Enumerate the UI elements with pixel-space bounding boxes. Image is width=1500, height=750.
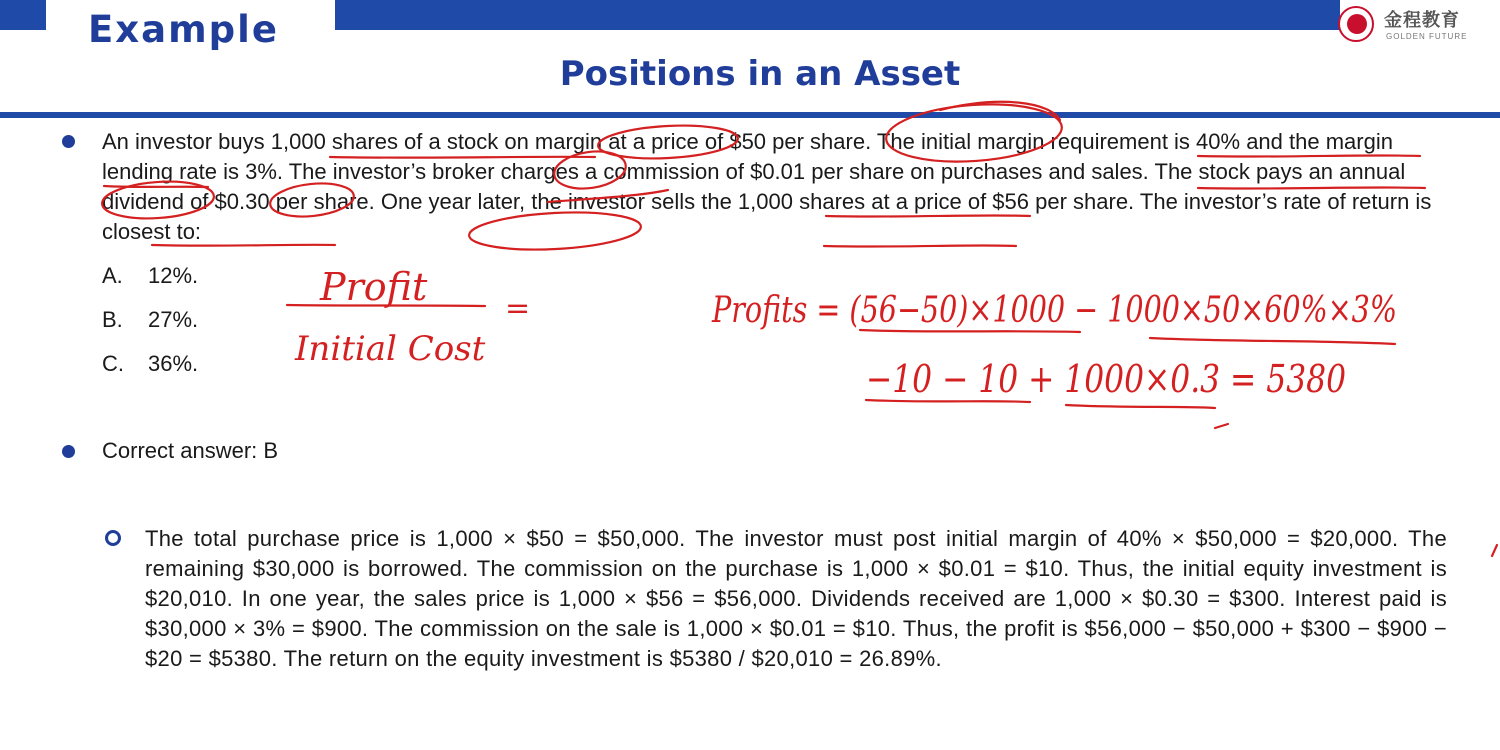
option-b bbox=[102, 307, 198, 333]
ink-fraction-bar bbox=[287, 305, 485, 306]
option-c bbox=[102, 351, 198, 377]
option-text: 27%. bbox=[148, 307, 199, 332]
ink-equals-text: = bbox=[505, 291, 531, 326]
ink-profit-text: Profit bbox=[320, 265, 428, 309]
ink-underline bbox=[860, 330, 1080, 332]
golden-future-logo-icon bbox=[1338, 6, 1374, 42]
section-label: Example bbox=[88, 8, 279, 51]
bullet-dot-icon bbox=[62, 445, 75, 458]
ink-profits-line-2: −10 − 10 + 1000×0.3 = 5380 bbox=[866, 357, 1346, 401]
logo-en-text: GOLDEN FUTURE bbox=[1386, 32, 1468, 41]
option-letter: B. bbox=[102, 307, 123, 332]
title-divider bbox=[0, 112, 1500, 118]
question-text: An investor buys 1,000 shares of a stock on margin at a price of $50 per share. The initial margin requirement is 40% and the margin lending rate is 3%. The investor’s broker charges a commission of $0.01 per share on purchases and sales. The stock pays an annual dividend of $0.30 per share. One year later, the investor sells the 1,000 shares at a price of $56 per share. The investor’s rate of return is closest to: bbox=[102, 129, 1432, 244]
correct-answer: Correct answer: B bbox=[102, 438, 279, 463]
option-letter: C. bbox=[102, 351, 124, 376]
option-text: 36%. bbox=[148, 351, 199, 376]
header-bar-right bbox=[335, 0, 1340, 30]
ink-initial-cost-text: Initial Cost bbox=[295, 329, 486, 369]
ink-underline bbox=[1066, 405, 1215, 408]
ink-stroke bbox=[1492, 545, 1497, 556]
option-text: 12%. bbox=[148, 263, 199, 288]
ink-underline bbox=[1150, 338, 1395, 344]
logo-cn-text: 金程教育 bbox=[1384, 10, 1460, 31]
bullet-dot-icon bbox=[62, 135, 75, 148]
explanation-text: The total purchase price is 1,000 × $50 = $50,000. The investor must post initial margin of 40% × $50,000 = $20,000. The remaining $30,000 is borrowed. The commission on the purchase is 1,000 × $0.01 = $10. Thus, the initial equity investment is $20,010. In one year, the sales price is 1,000 × $56 = $56,000. Dividends received are 1,000 × $0.30 = $300. Interest paid is $30,000 × 3% = $900. The commission on the sale is 1,000 × $0.01 = $10. Thus, the profit is $56,000 − $50,000 + $300 − $900 − $20 = $5380. The return on the equity investment is $5380 / $20,010 = 26.89%. bbox=[145, 526, 1447, 671]
slide-title: Positions in an Asset bbox=[559, 54, 961, 94]
ink-profits-line-1: Profits = (56−50)×1000 − 1000×50×60%×3% bbox=[711, 290, 1397, 331]
option-letter: A. bbox=[102, 263, 123, 288]
bullet-ring-icon bbox=[105, 530, 121, 546]
ink-underline bbox=[866, 400, 1030, 402]
header-bar-left bbox=[0, 0, 46, 30]
brand-logo bbox=[1338, 6, 1478, 44]
option-a bbox=[102, 263, 198, 289]
ink-stroke bbox=[1215, 424, 1228, 428]
